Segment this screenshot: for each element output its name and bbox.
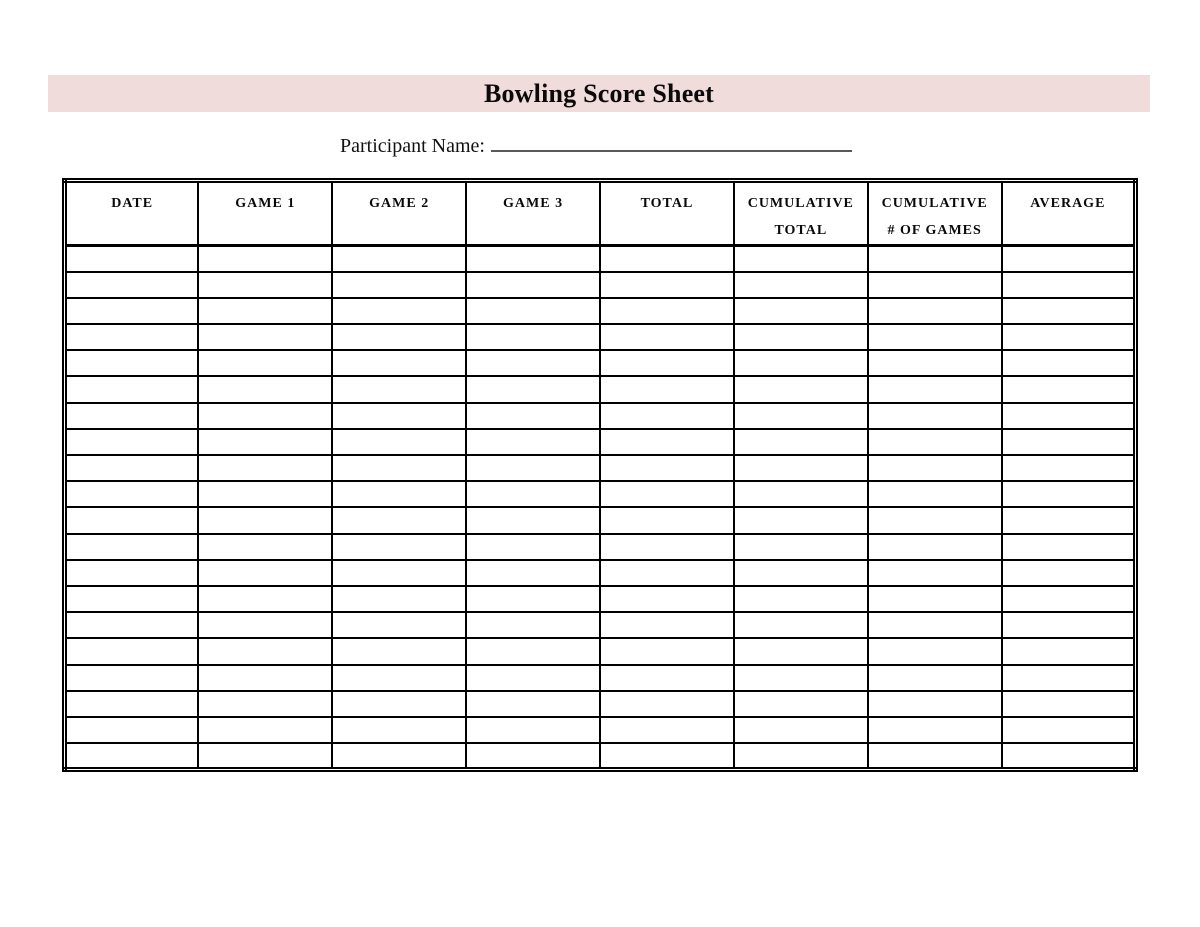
- score-table-header: [65, 181, 1136, 246]
- table-row: [65, 455, 1136, 481]
- table-cell: [1002, 586, 1136, 612]
- table-cell: [198, 586, 332, 612]
- participant-name-row: [340, 132, 852, 158]
- table-cell: [868, 481, 1002, 507]
- table-cell: [868, 717, 1002, 743]
- table-cell: [868, 350, 1002, 376]
- table-cell: [198, 481, 332, 507]
- table-row: [65, 560, 1136, 586]
- table-cell: [734, 638, 868, 664]
- table-cell: [332, 717, 466, 743]
- table-row: [65, 507, 1136, 533]
- table-cell: [734, 743, 868, 769]
- header-row: [65, 181, 1136, 246]
- table-row: [65, 743, 1136, 769]
- table-cell: [466, 560, 600, 586]
- table-cell: [466, 507, 600, 533]
- table-cell: [868, 586, 1002, 612]
- table-cell: [734, 534, 868, 560]
- table-cell: [1002, 612, 1136, 638]
- table-row: [65, 403, 1136, 429]
- table-row: [65, 376, 1136, 402]
- table-cell: [1002, 376, 1136, 402]
- score-table-body: [65, 246, 1136, 770]
- table-cell: [600, 743, 734, 769]
- table-cell: [868, 665, 1002, 691]
- table-cell: [65, 560, 199, 586]
- participant-name-label: Participant Name:: [340, 135, 485, 157]
- table-cell: [332, 638, 466, 664]
- table-cell: [198, 376, 332, 402]
- table-cell: [332, 455, 466, 481]
- table-cell: [198, 350, 332, 376]
- table-cell: [198, 534, 332, 560]
- table-cell: [1002, 298, 1136, 324]
- table-row: [65, 350, 1136, 376]
- table-cell: [600, 560, 734, 586]
- table-cell: [600, 376, 734, 402]
- table-cell: [198, 246, 332, 272]
- table-cell: [1002, 272, 1136, 298]
- table-row: [65, 298, 1136, 324]
- table-cell: [734, 665, 868, 691]
- table-cell: [1002, 534, 1136, 560]
- table-cell: [65, 481, 199, 507]
- table-cell: [332, 272, 466, 298]
- table-cell: [868, 403, 1002, 429]
- table-cell: [65, 612, 199, 638]
- participant-name-line: [491, 132, 852, 152]
- table-cell: [466, 481, 600, 507]
- table-cell: [198, 560, 332, 586]
- table-cell: [734, 717, 868, 743]
- table-cell: [1002, 638, 1136, 664]
- table-row: [65, 612, 1136, 638]
- header-cell-cumulative-games: CUMULATIVE # OF GAMES: [868, 181, 1002, 246]
- table-cell: [600, 534, 734, 560]
- table-cell: [332, 403, 466, 429]
- table-cell: [65, 743, 199, 769]
- table-cell: [198, 507, 332, 533]
- table-cell: [734, 429, 868, 455]
- table-cell: [600, 691, 734, 717]
- table-cell: [1002, 743, 1136, 769]
- table-cell: [332, 612, 466, 638]
- table-cell: [332, 534, 466, 560]
- table-cell: [65, 638, 199, 664]
- header-cell-game-2: GAME 2: [332, 181, 466, 246]
- table-row: [65, 272, 1136, 298]
- table-cell: [332, 350, 466, 376]
- table-cell: [734, 298, 868, 324]
- table-cell: [734, 560, 868, 586]
- table-cell: [1002, 429, 1136, 455]
- table-cell: [332, 481, 466, 507]
- table-cell: [734, 612, 868, 638]
- table-cell: [332, 743, 466, 769]
- table-cell: [1002, 665, 1136, 691]
- title-band: [48, 75, 1150, 112]
- table-cell: [65, 586, 199, 612]
- table-cell: [600, 324, 734, 350]
- table-cell: [198, 272, 332, 298]
- table-cell: [600, 455, 734, 481]
- table-row: [65, 534, 1136, 560]
- table-cell: [466, 246, 600, 272]
- table-row: [65, 324, 1136, 350]
- table-cell: [1002, 324, 1136, 350]
- table-cell: [198, 638, 332, 664]
- table-cell: [734, 350, 868, 376]
- table-cell: [332, 429, 466, 455]
- table-cell: [868, 246, 1002, 272]
- table-cell: [868, 324, 1002, 350]
- table-row: [65, 246, 1136, 272]
- table-cell: [65, 691, 199, 717]
- table-row: [65, 638, 1136, 664]
- table-cell: [466, 350, 600, 376]
- table-cell: [466, 717, 600, 743]
- table-cell: [466, 586, 600, 612]
- table-cell: [734, 481, 868, 507]
- table-cell: [734, 455, 868, 481]
- table-cell: [198, 612, 332, 638]
- table-cell: [600, 350, 734, 376]
- table-cell: [198, 403, 332, 429]
- table-cell: [466, 376, 600, 402]
- table-cell: [466, 534, 600, 560]
- table-cell: [868, 638, 1002, 664]
- table-cell: [65, 324, 199, 350]
- table-cell: [1002, 350, 1136, 376]
- table-cell: [600, 507, 734, 533]
- table-row: [65, 717, 1136, 743]
- table-cell: [198, 665, 332, 691]
- page-title: Bowling Score Sheet: [483, 78, 715, 108]
- table-row: [65, 429, 1136, 455]
- header-cell-game-1: GAME 1: [198, 181, 332, 246]
- table-cell: [466, 638, 600, 664]
- table-cell: [65, 272, 199, 298]
- table-cell: [466, 403, 600, 429]
- table-cell: [868, 534, 1002, 560]
- table-cell: [868, 691, 1002, 717]
- score-table: [62, 178, 1138, 772]
- header-cell-cumulative-total: CUMULATIVE TOTAL: [734, 181, 868, 246]
- table-cell: [332, 560, 466, 586]
- table-cell: [466, 743, 600, 769]
- table-cell: [65, 298, 199, 324]
- table-cell: [600, 403, 734, 429]
- table-cell: [868, 298, 1002, 324]
- table-cell: [868, 455, 1002, 481]
- table-cell: [65, 455, 199, 481]
- header-cell-total: TOTAL: [600, 181, 734, 246]
- table-cell: [466, 455, 600, 481]
- table-cell: [734, 272, 868, 298]
- header-cell-date: DATE: [65, 181, 199, 246]
- table-cell: [65, 429, 199, 455]
- table-cell: [332, 376, 466, 402]
- table-cell: [332, 586, 466, 612]
- table-cell: [734, 691, 868, 717]
- table-cell: [1002, 560, 1136, 586]
- table-cell: [65, 376, 199, 402]
- table-cell: [600, 272, 734, 298]
- table-cell: [466, 429, 600, 455]
- table-cell: [1002, 455, 1136, 481]
- table-cell: [65, 665, 199, 691]
- table-cell: [1002, 246, 1136, 272]
- table-cell: [734, 324, 868, 350]
- table-cell: [466, 612, 600, 638]
- table-cell: [1002, 717, 1136, 743]
- table-cell: [600, 246, 734, 272]
- table-cell: [1002, 481, 1136, 507]
- table-cell: [198, 298, 332, 324]
- table-cell: [466, 324, 600, 350]
- table-row: [65, 586, 1136, 612]
- table-cell: [332, 298, 466, 324]
- table-cell: [734, 403, 868, 429]
- table-cell: [65, 246, 199, 272]
- table-cell: [466, 691, 600, 717]
- header-cell-game-3: GAME 3: [466, 181, 600, 246]
- table-cell: [600, 586, 734, 612]
- table-cell: [868, 743, 1002, 769]
- table-cell: [198, 324, 332, 350]
- table-cell: [868, 429, 1002, 455]
- table-cell: [600, 638, 734, 664]
- table-cell: [1002, 691, 1136, 717]
- table-cell: [198, 455, 332, 481]
- table-cell: [1002, 507, 1136, 533]
- table-cell: [734, 507, 868, 533]
- table-cell: [466, 665, 600, 691]
- table-cell: [734, 586, 868, 612]
- table-cell: [65, 507, 199, 533]
- table-cell: [332, 691, 466, 717]
- table-cell: [868, 272, 1002, 298]
- table-cell: [332, 246, 466, 272]
- table-cell: [600, 481, 734, 507]
- table-cell: [466, 272, 600, 298]
- table-cell: [600, 298, 734, 324]
- table-cell: [734, 376, 868, 402]
- table-cell: [332, 507, 466, 533]
- table-row: [65, 691, 1136, 717]
- table-cell: [600, 665, 734, 691]
- table-row: [65, 481, 1136, 507]
- table-cell: [65, 403, 199, 429]
- table-cell: [868, 376, 1002, 402]
- table-cell: [332, 324, 466, 350]
- table-cell: [1002, 403, 1136, 429]
- header-cell-average: AVERAGE: [1002, 181, 1136, 246]
- table-cell: [198, 429, 332, 455]
- table-cell: [600, 429, 734, 455]
- table-cell: [600, 612, 734, 638]
- table-row: [65, 665, 1136, 691]
- table-cell: [198, 691, 332, 717]
- table-cell: [466, 298, 600, 324]
- table-cell: [65, 534, 199, 560]
- table-cell: [600, 717, 734, 743]
- table-cell: [868, 560, 1002, 586]
- table-cell: [734, 246, 868, 272]
- table-cell: [868, 507, 1002, 533]
- table-cell: [65, 717, 199, 743]
- table-cell: [198, 743, 332, 769]
- table-cell: [198, 717, 332, 743]
- table-cell: [332, 665, 466, 691]
- table-cell: [868, 612, 1002, 638]
- table-cell: [65, 350, 199, 376]
